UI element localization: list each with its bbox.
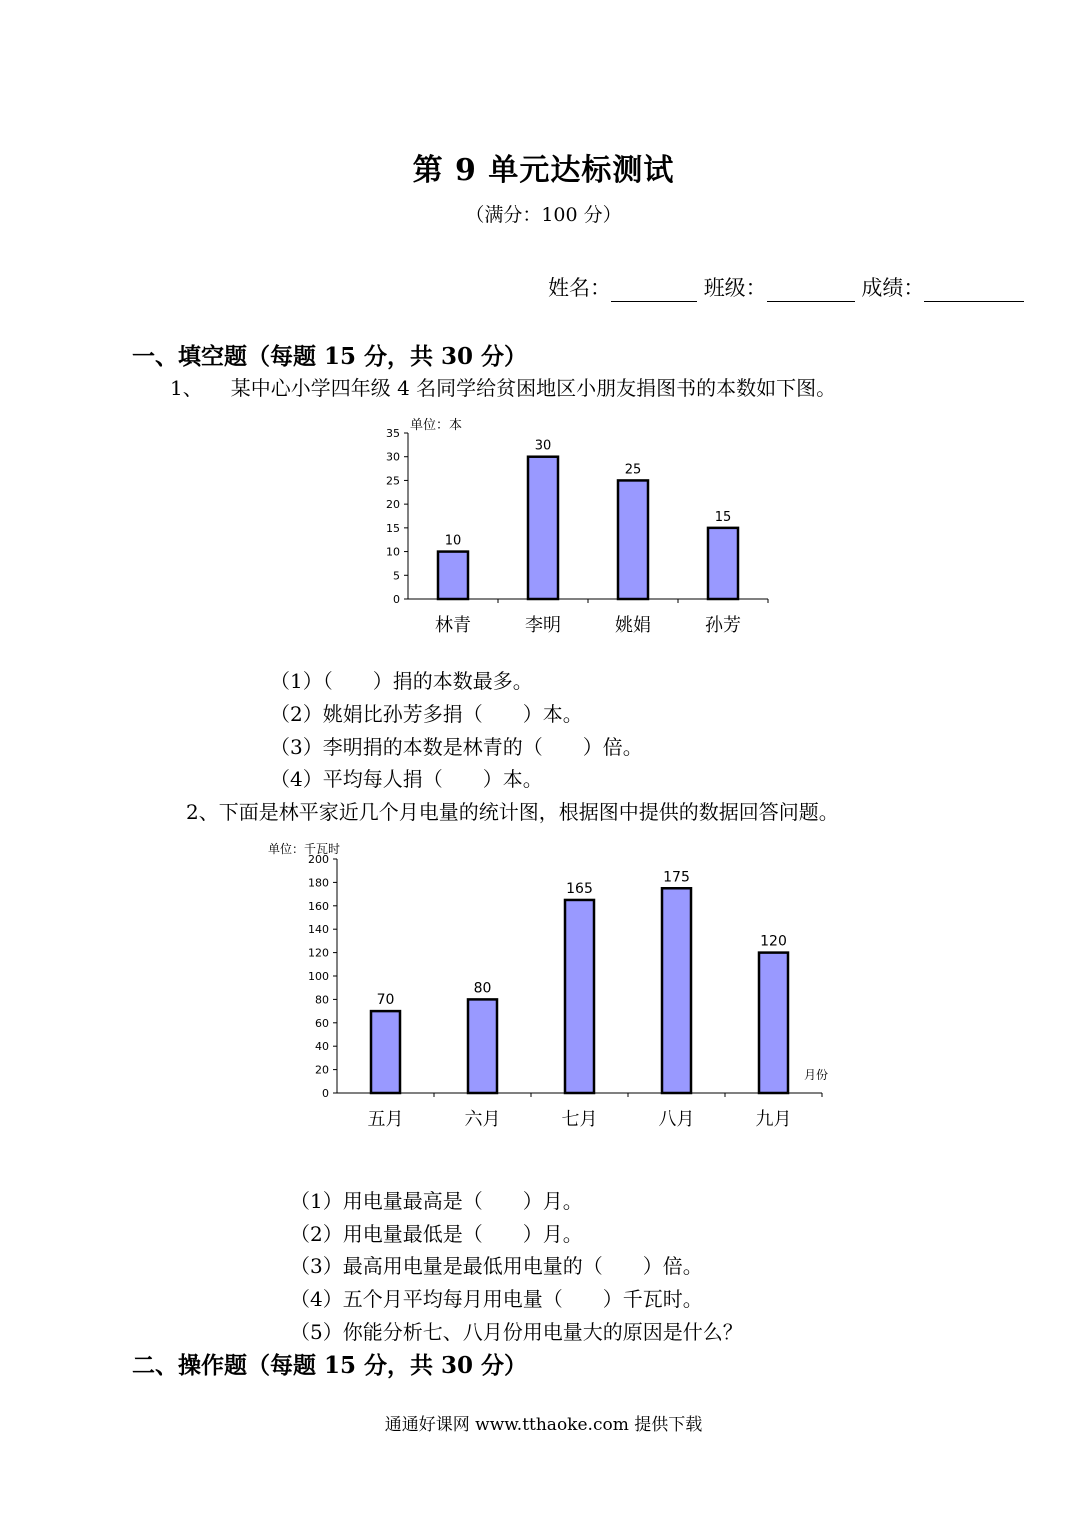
data-label: 30 [534, 438, 552, 454]
question1 [170, 372, 836, 401]
category-label: 九月 [755, 1109, 792, 1130]
category-label: 林青 [435, 615, 471, 636]
y-tick-label: 160 [308, 899, 329, 913]
y-tick-label: 25 [386, 474, 400, 488]
q2-sub-1: （1）用电量最高是（ ）月。 [290, 1189, 583, 1213]
name-label: 姓名： [548, 276, 611, 300]
data-label: 70 [376, 992, 395, 1009]
section2-heading: 二、操作题（每题 15 分，共 30 分） [132, 1352, 528, 1379]
class-label: 班级： [703, 276, 767, 300]
unit-label: 单位：本 [410, 418, 463, 433]
y-tick-label: 0 [393, 593, 400, 606]
data-label: 175 [663, 869, 690, 886]
y-tick-label: 80 [315, 993, 329, 1007]
y-tick-label: 140 [308, 923, 329, 937]
category-label: 七月 [561, 1109, 598, 1130]
y-tick-label: 20 [315, 1063, 329, 1077]
category-label: 孙芳 [705, 615, 741, 636]
score-blank[interactable] [924, 279, 1024, 302]
bar [708, 528, 738, 599]
data-label: 25 [624, 462, 642, 478]
score-label: 成绩： [861, 276, 925, 300]
name-blank[interactable] [611, 279, 697, 302]
data-label: 165 [566, 880, 593, 897]
y-tick-label: 30 [386, 450, 400, 464]
full-score-note: （满分：100 分） [465, 204, 622, 226]
bar [371, 1011, 400, 1093]
q1-sub-3: （3）李明捐的本数是林青的（ ）倍。 [270, 735, 643, 759]
section1-heading: 一、填空题（每题 15 分，共 30 分） [132, 343, 528, 370]
data-label: 15 [714, 509, 732, 525]
bar [438, 552, 468, 599]
category-label: 八月 [658, 1109, 695, 1130]
y-tick-label: 20 [386, 498, 400, 512]
q2-sub-3: （3）最高用电量是最低用电量的（ ）倍。 [290, 1254, 703, 1278]
category-label: 五月 [367, 1109, 404, 1130]
question1-text: 某中心小学四年级 4 名同学给贫困地区小朋友捐图书的本数如下图。 [230, 376, 837, 400]
class-blank[interactable] [767, 279, 855, 302]
y-tick-label: 120 [308, 946, 329, 960]
y-tick-label: 40 [315, 1040, 329, 1054]
y-tick-label: 10 [386, 545, 400, 559]
category-label: 姚娟 [615, 615, 651, 636]
q2-sub-2: （2）用电量最低是（ ）月。 [290, 1222, 583, 1246]
y-tick-label: 5 [393, 569, 400, 583]
student-info-row [548, 272, 1024, 302]
y-tick-label: 0 [322, 1087, 329, 1100]
electricity-bar-chart [260, 838, 850, 1138]
x-axis-label: 月份 [804, 1068, 829, 1082]
question2-text: 2、下面是林平家近几个月电量的统计图，根据图中提供的数据回答问题。 [186, 800, 839, 824]
y-tick-label: 100 [308, 970, 329, 983]
q1-sub-2: （2）姚娟比孙芳多捐（ ）本。 [270, 702, 583, 726]
category-label: 李明 [525, 615, 561, 636]
y-tick-label: 200 [308, 853, 329, 866]
bar [662, 888, 691, 1093]
y-tick-label: 35 [386, 427, 400, 440]
data-label: 120 [760, 933, 787, 950]
footer-credit: 通通好课网 www.tthaoke.com 提供下载 [384, 1415, 703, 1435]
page-title: 第 9 单元达标测试 [412, 153, 675, 188]
y-tick-label: 60 [315, 1016, 329, 1030]
bar [759, 953, 788, 1093]
bar [528, 457, 558, 599]
y-tick-label: 180 [308, 876, 329, 890]
data-label: 10 [444, 533, 462, 549]
data-label: 80 [473, 980, 492, 997]
bar [618, 480, 648, 599]
q2-sub-4: （4）五个月平均每月用电量（ ）千瓦时。 [290, 1287, 703, 1311]
bar [468, 999, 497, 1093]
category-label: 六月 [464, 1109, 501, 1130]
q2-sub-5: （5）你能分析七、八月份用电量大的原因是什么？ [290, 1320, 743, 1344]
y-tick-label: 15 [386, 521, 400, 535]
q1-sub-4: （4）平均每人捐（ ）本。 [270, 767, 543, 791]
donation-bar-chart [360, 410, 790, 645]
unit-label: 单位：千瓦时 [268, 842, 341, 856]
q1-sub-1: （1）（ ）捐的本数最多。 [270, 669, 533, 693]
bar [565, 900, 594, 1093]
question1-number: 1、 [170, 376, 203, 400]
